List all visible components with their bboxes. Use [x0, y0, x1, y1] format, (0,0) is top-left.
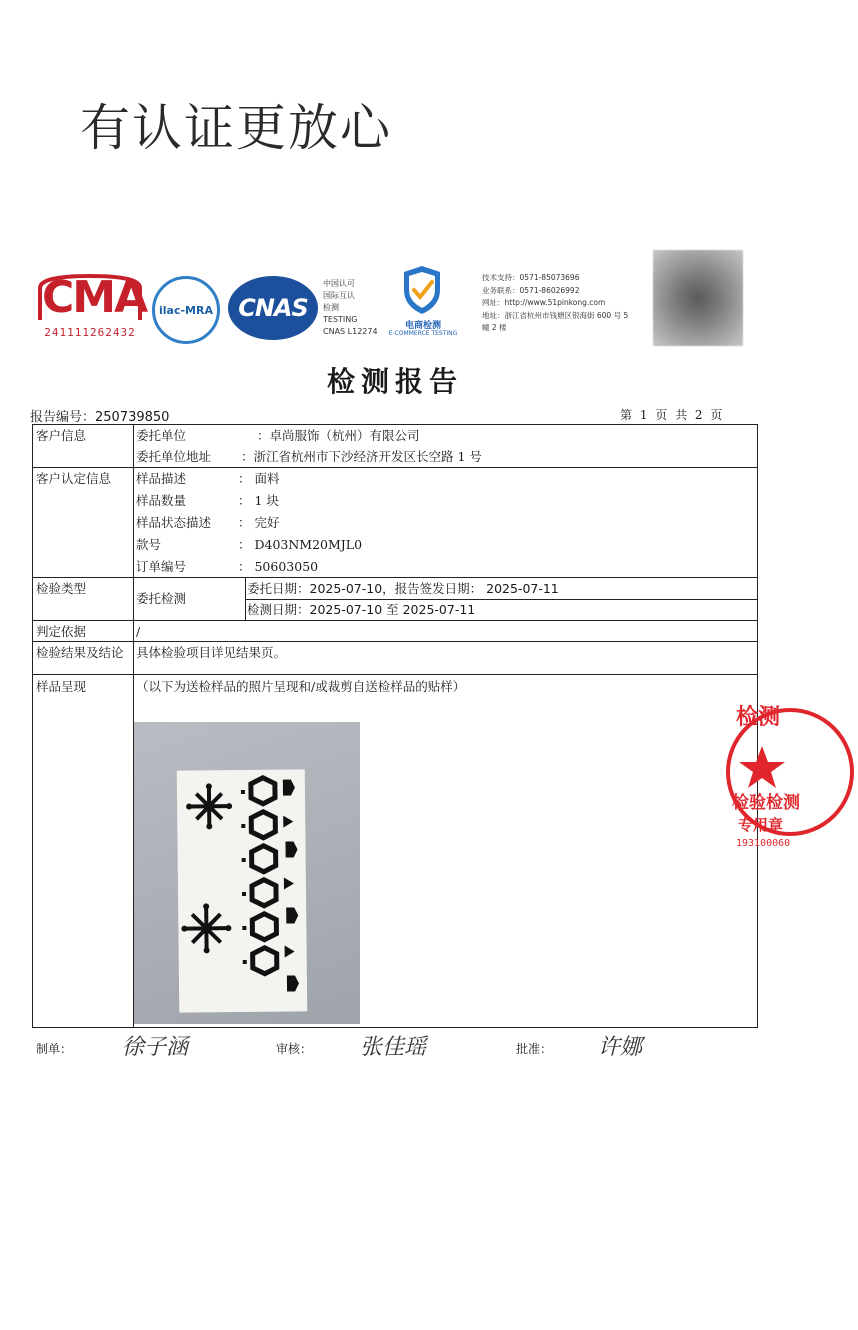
contact-line: 幢 2 楼: [482, 323, 507, 332]
contact-line: 地址：浙江省杭州市钱塘区银海街 600 号 5: [482, 310, 629, 320]
report-title: 检测报告: [326, 365, 463, 398]
cnas-line: CNAS L12274: [323, 327, 378, 336]
test-type-value: 委托检测: [136, 591, 187, 606]
reviewer-signature: 张佳瑶: [360, 1035, 427, 1060]
contact-info: [482, 272, 650, 335]
entrust-date-line: 委托日期：2025-07-10，报告签发日期： 2025-07-11: [247, 581, 559, 596]
client-unit-value: ：卓尚服饰（杭州）有限公司: [257, 428, 420, 443]
approver-signature: 许娜: [598, 1035, 643, 1060]
sample-view-note: （以下为送检样品的照片呈现和/或裁剪自送检样品的贴样）: [136, 679, 466, 694]
ilac-mra-logo: [152, 276, 220, 344]
order-label: 订单编号: [136, 559, 187, 574]
basis-label: 判定依据: [36, 624, 87, 639]
contact-line: 网址：http://www.51pinkong.com: [482, 298, 606, 307]
table-divider: [33, 620, 757, 621]
maker-signature: 徐子涵: [122, 1035, 189, 1060]
reviewer-label: 审核：: [276, 1042, 313, 1056]
result-label: 检验结果及结论: [36, 645, 124, 660]
report-number-value: 250739850: [95, 410, 170, 425]
cnas-line: TESTING: [323, 315, 358, 324]
ilac-logo-text: ilac-MRA: [159, 303, 213, 317]
approver-label: 批准：: [516, 1042, 553, 1056]
table-divider: [33, 577, 757, 578]
sample-desc-value: ： 面料: [238, 471, 280, 486]
style-label: 款号: [136, 537, 162, 552]
sample-state-value: ： 完好: [238, 515, 280, 530]
cnas-line: 检测: [323, 303, 339, 312]
table-divider: [245, 599, 757, 600]
star-icon: [739, 746, 785, 788]
report-number-label: 报告编号：: [30, 410, 96, 425]
table-divider: [33, 467, 757, 468]
maker-label: 制单：: [36, 1042, 73, 1056]
sample-qty-value: ： 1 块: [238, 493, 279, 508]
table-divider: [245, 577, 246, 620]
stamp-bottom-text: 专用章: [738, 816, 784, 834]
contact-line: 业务联系：0571-86026992: [482, 285, 580, 295]
cnas-accreditation-text: [323, 278, 378, 338]
report-number: [30, 406, 169, 425]
stamp-number: 193100060: [736, 838, 791, 849]
snowflake-pattern-icon: [177, 769, 308, 1012]
stamp-top-text: 检测: [736, 705, 781, 730]
official-seal: [728, 692, 858, 852]
shield-check-icon: [400, 264, 444, 316]
sample-view-label: 样品呈现: [36, 679, 87, 694]
test-type-label: 检验类型: [36, 581, 87, 596]
cnas-line: 中国认可: [323, 279, 355, 288]
page-headline: 有认证更放心: [80, 99, 392, 157]
ecom-subtitle: E-COMMERCE TESTING: [388, 330, 458, 337]
fabric-swatch: [177, 769, 308, 1012]
qr-code-blurred: [653, 250, 743, 346]
page-indicator: 第 1 页 共 2 页: [620, 408, 725, 422]
cnas-logo: [228, 276, 318, 340]
contact-line: 技术支持：0571-85073696: [482, 273, 580, 282]
client-address-value: ：浙江省杭州市下沙经济开发区长空路 1 号: [241, 449, 482, 464]
table-divider: [33, 674, 757, 675]
sample-qty-label: 样品数量: [136, 493, 187, 508]
ecommerce-testing-logo: [388, 264, 458, 340]
client-address-label: 委托单位地址: [136, 449, 212, 464]
stamp-middle-text: 检验检测: [732, 793, 800, 813]
client-info-label: 客户信息: [36, 428, 87, 443]
sample-photo: [134, 722, 360, 1024]
cma-number: 241111262432: [44, 326, 136, 339]
test-date-line: 检测日期：2025-07-10 至 2025-07-11: [247, 602, 476, 617]
cnas-logo-text: CNAS: [238, 294, 308, 322]
client-confirm-label: 客户认定信息: [36, 471, 112, 486]
cma-logo-text: CMA: [42, 272, 147, 323]
order-value: ： 50603050: [238, 559, 319, 574]
basis-value: /: [136, 624, 141, 639]
ecom-title: 电商检测: [404, 321, 441, 331]
sample-desc-label: 样品描述: [136, 471, 187, 486]
result-value: 具体检验项目详见结果页。: [136, 645, 287, 660]
cnas-line: 国际互认: [323, 291, 355, 300]
cma-logo: [36, 270, 147, 344]
table-divider: [33, 641, 757, 642]
sample-state-label: 样品状态描述: [136, 515, 212, 530]
client-unit-label: 委托单位: [136, 428, 187, 443]
style-value: ： D403NM20MJL0: [238, 537, 363, 552]
